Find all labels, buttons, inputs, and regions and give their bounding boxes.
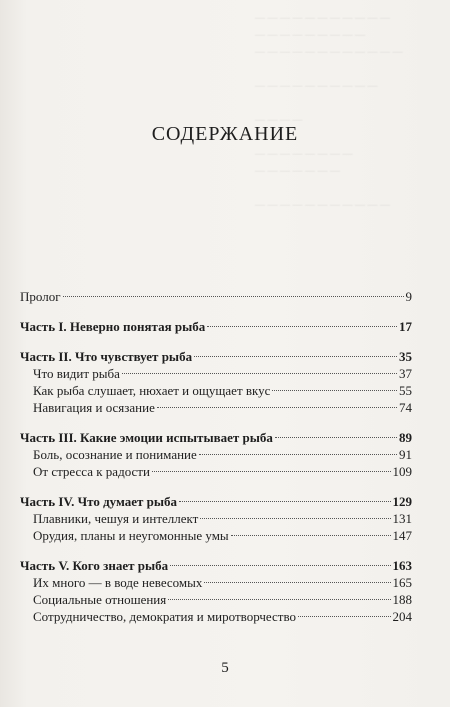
bleed-through-text: — — — — — — — — — — — — — — — — — — — — — — — — — — — — — — — — — — — — — — — — — — — — — — — — — — — — — — — — — — — — — — — — — — — — — — — — [255,13,403,211]
toc-entry-label: Их много — в воде невесомых [33,575,203,590]
toc-entry-prologue[interactable] [20,288,412,305]
toc-entry-label: Сотрудничество, демократия и миротворчество [33,609,296,624]
toc-entry-page: 163 [392,558,412,573]
dot-leader [231,535,391,536]
toc-entry-page: 131 [392,511,412,526]
toc-entry-label: Боль, осознание и понимание [33,447,197,462]
dot-leader [179,501,390,502]
toc-entry-page: 89 [399,430,412,445]
toc-entry-chapter[interactable] [20,382,412,399]
toc-entry-page: 109 [392,464,412,479]
dot-leader [272,390,397,391]
dot-leader [157,407,397,408]
toc-entry-page: 17 [399,319,412,334]
toc-entry-part-3[interactable] [20,429,412,446]
dot-leader [207,326,397,327]
dot-leader [199,454,397,455]
toc-entry-chapter[interactable] [20,365,412,382]
dot-leader [168,599,390,600]
table-of-contents [20,288,412,625]
toc-entry-label: Социальные отношения [33,592,167,607]
toc-entry-part-1[interactable] [20,318,412,335]
toc-entry-label: Что видит рыба [33,366,120,381]
toc-entry-chapter[interactable] [20,446,412,463]
toc-entry-label: Пролог [20,289,61,304]
toc-entry-label: От стресса к радости [33,464,150,479]
toc-entry-label: Навигация и осязание [33,400,155,415]
toc-entry-label: Как рыба слушает, нюхает и ощущает вкус [33,383,271,398]
toc-entry-page: 204 [392,609,412,624]
dot-leader [204,582,390,583]
toc-entry-chapter[interactable] [20,574,412,591]
toc-entry-page: 129 [392,494,412,509]
toc-entry-page: 37 [399,366,412,381]
toc-entry-label: Часть II. Что чувствует рыба [20,349,193,364]
toc-entry-label: Орудия, планы и неугомонные умы [33,528,229,543]
page-number: 5 [221,660,229,676]
dot-leader [275,437,397,438]
toc-entry-part-4[interactable] [20,493,412,510]
dot-leader [122,373,397,374]
toc-entry-chapter[interactable] [20,510,412,527]
toc-entry-label: Часть III. Какие эмоции испытывает рыба [20,430,273,445]
toc-entry-chapter[interactable] [20,527,412,544]
dot-leader [200,518,390,519]
toc-entry-page: 74 [399,400,412,415]
toc-entry-chapter[interactable] [20,591,412,608]
toc-entry-page: 147 [392,528,412,543]
toc-entry-page: 188 [392,592,412,607]
toc-entry-chapter[interactable] [20,608,412,625]
dot-leader [63,296,404,297]
toc-entry-chapter[interactable] [20,399,412,416]
toc-entry-label: Часть IV. Что думает рыба [20,494,178,509]
dot-leader [194,356,397,357]
toc-entry-page: 55 [399,383,412,398]
dot-leader [298,616,391,617]
toc-entry-part-2[interactable] [20,348,412,365]
dot-leader [152,471,391,472]
toc-entry-label: Часть V. Кого знает рыба [20,558,169,573]
page-title: СОДЕРЖАНИЕ [151,123,299,145]
toc-entry-chapter[interactable] [20,463,412,480]
toc-entry-label: Часть I. Неверно понятая рыба [20,319,206,334]
toc-entry-page: 91 [399,447,412,462]
toc-entry-part-5[interactable] [20,557,412,574]
toc-entry-label: Плавники, чешуя и интеллект [33,511,199,526]
toc-entry-page: 165 [392,575,412,590]
dot-leader [170,565,390,566]
toc-entry-page: 35 [399,349,412,364]
toc-entry-page: 9 [405,289,412,304]
